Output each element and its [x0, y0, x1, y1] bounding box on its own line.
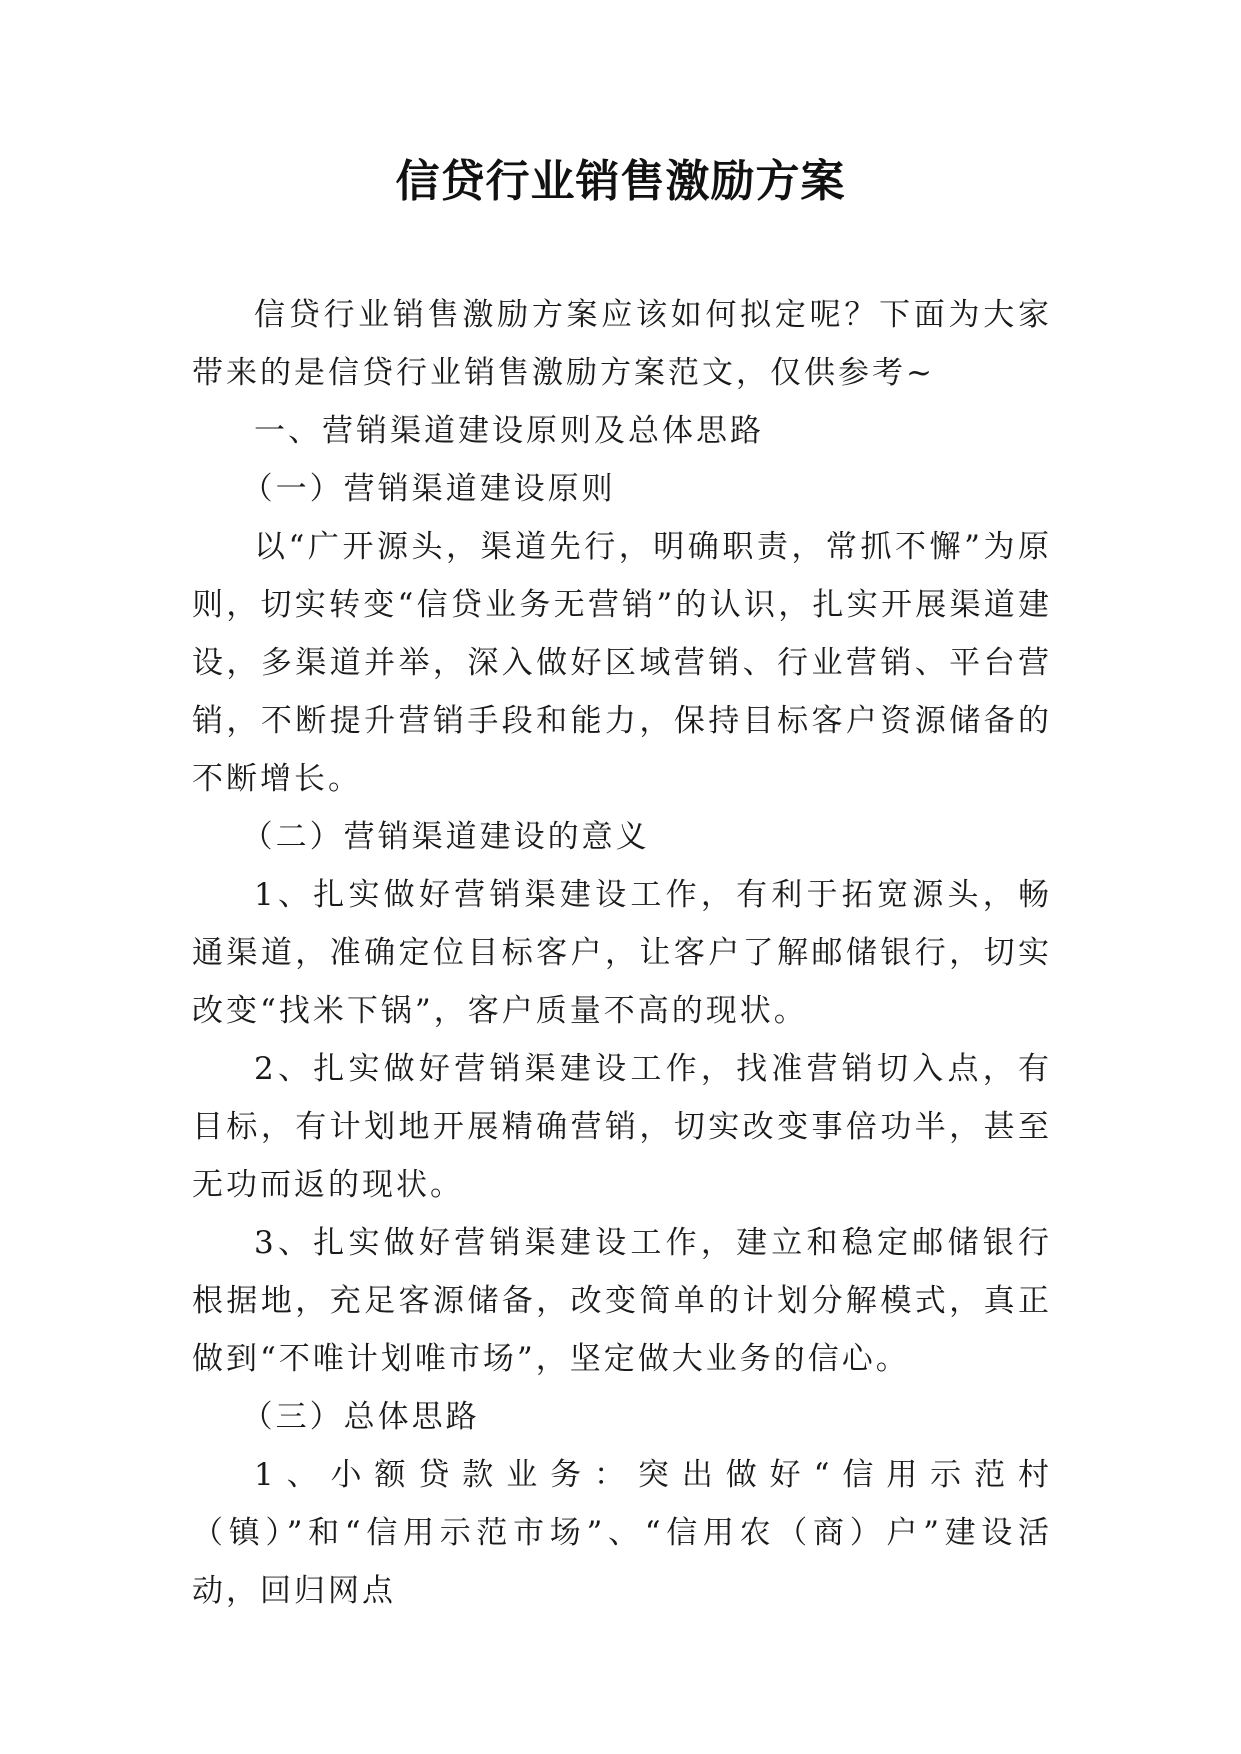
subsection-heading-2: （二）营销渠道建设的意义: [241, 819, 650, 855]
principle-paragraph: 以“广开源头，渠道先行，明确职责，常抓不懈”为原则，切实转变“信贷业务无营销”的认识，扎实开展渠道建设，多渠道并举，深入做好区域营销、行业营销、平台营销，不断提升营销手段和能力，保持目标客户资源储备的不断增长。: [192, 529, 1052, 797]
subsection-heading-3: （三）总体思路: [241, 1399, 480, 1435]
intro-paragraph: 信贷行业销售激励方案应该如何拟定呢？下面为大家带来的是信贷行业销售激励方案范文，仅供参考~: [192, 297, 1052, 391]
document-title: 信贷行业销售激励方案: [395, 156, 846, 207]
significance-item-2: 2、扎实做好营销渠建设工作，找准营销切入点，有目标，有计划地开展精确营销，切实改变事倍功半，甚至无功而返的现状。: [192, 1051, 1052, 1203]
significance-item-1: 1、扎实做好营销渠建设工作，有利于拓宽源头，畅通渠道，准确定位目标客户，让客户了解邮储银行，切实改变“找米下锅”，客户质量不高的现状。: [192, 877, 1052, 1029]
section-heading-1: 一、营销渠道建设原则及总体思路: [254, 413, 764, 449]
approach-item-1: 1、小额贷款业务：突出做好“信用示范村（镇）”和“信用示范市场”、“信用农（商）户”建设活动，回归网点: [192, 1457, 1052, 1609]
subsection-heading-1: （一）营销渠道建设原则: [241, 471, 616, 507]
document-body: [192, 286, 1052, 1620]
significance-item-3: 3、扎实做好营销渠建设工作，建立和稳定邮储银行根据地，充足客源储备，改变简单的计划分解模式，真正做到“不唯计划唯市场”，坚定做大业务的信心。: [192, 1225, 1052, 1377]
